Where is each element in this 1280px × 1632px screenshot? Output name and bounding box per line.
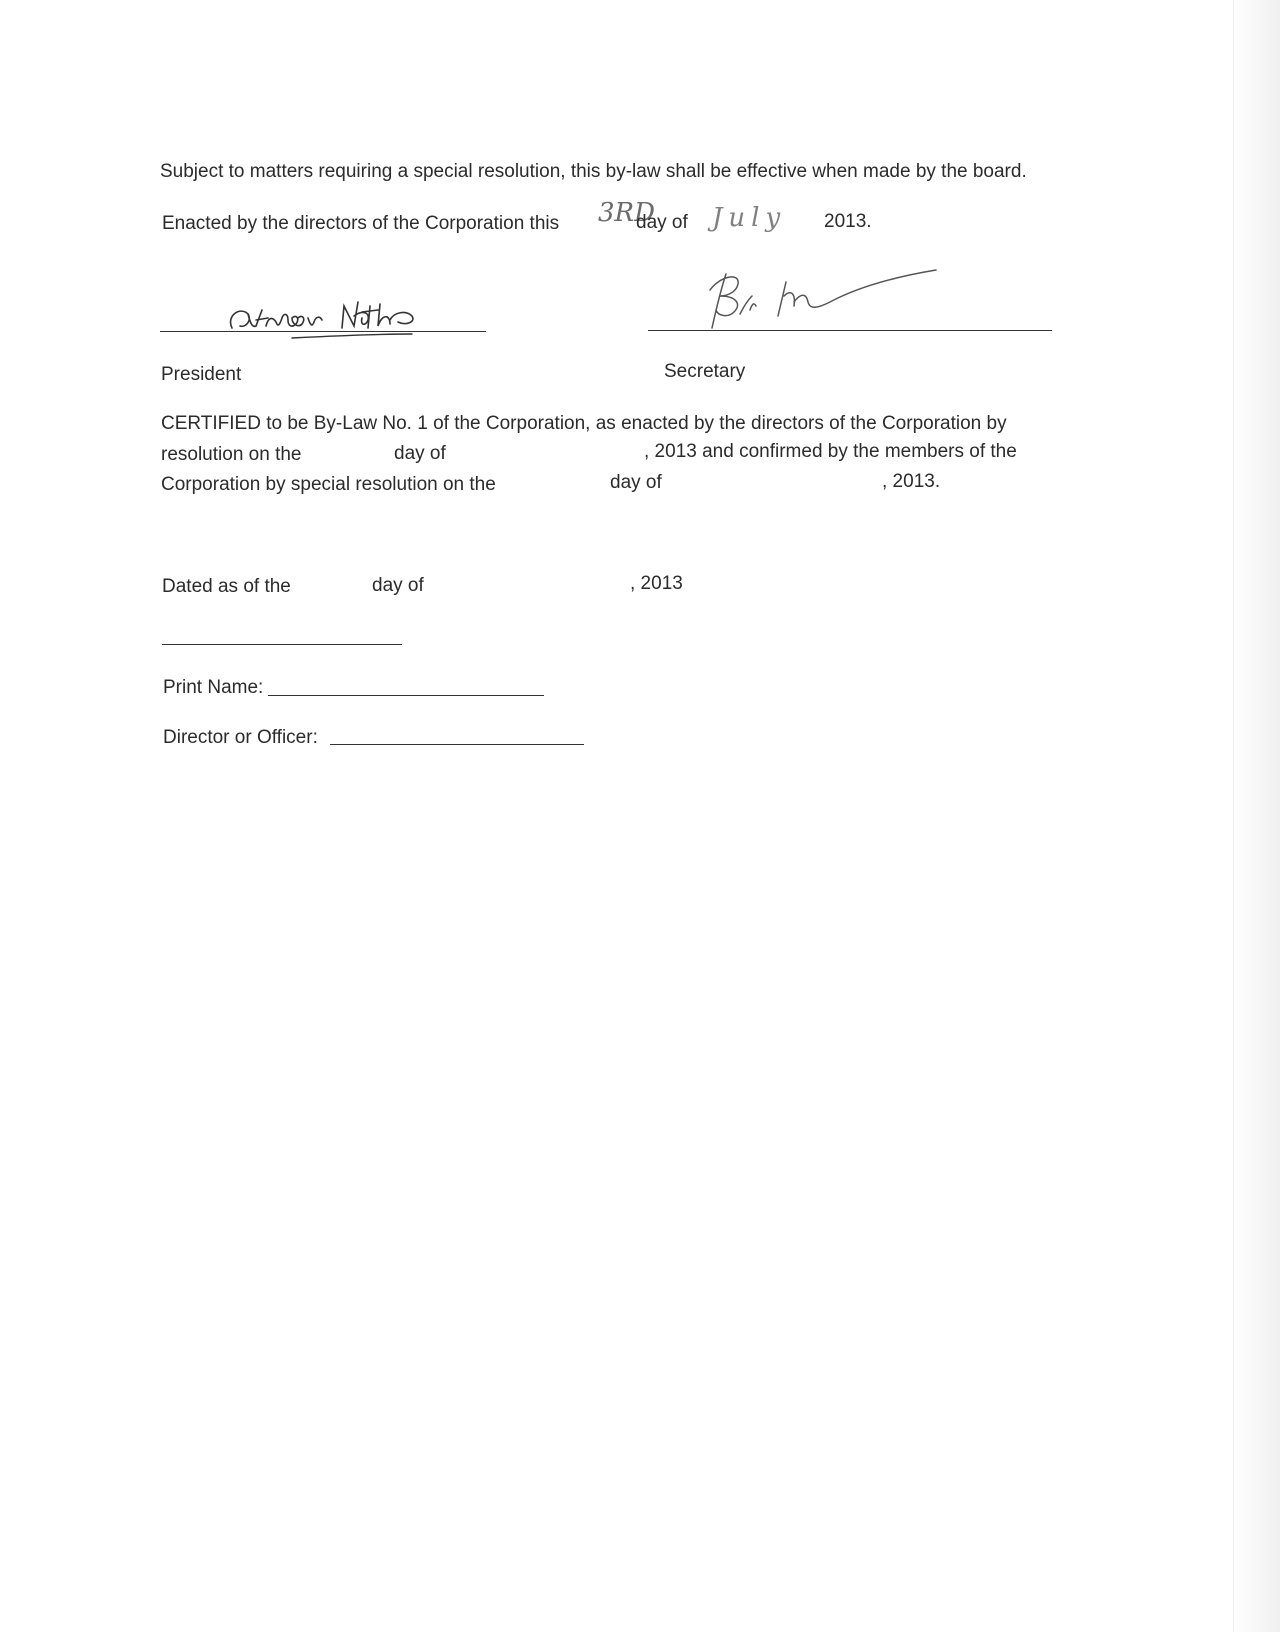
certified-line-2-end: , 2013 and confirmed by the members of the (644, 441, 1017, 462)
handwritten-month: July (712, 203, 787, 233)
certified-line-2-day-of: day of (394, 443, 446, 464)
effective-clause: Subject to matters requiring a special resolution, this by-law shall be effective when made by the board. (160, 161, 1027, 182)
dated-day-of: day of (372, 575, 424, 596)
print-name-label: Print Name: (163, 677, 264, 698)
scan-edge-line (1233, 0, 1234, 1632)
president-signature-image (222, 288, 442, 344)
dated-prefix: Dated as of the (162, 576, 291, 597)
president-signature-line (160, 331, 486, 332)
secretary-label: Secretary (664, 361, 746, 382)
certified-line-3-day-of: day of (610, 472, 662, 493)
director-officer-label: Director or Officer: (163, 727, 318, 748)
secretary-signature-line (648, 330, 1052, 331)
print-name-line (268, 695, 544, 696)
certified-line-2-start: resolution on the (161, 444, 302, 465)
scan-edge-shadow (1230, 0, 1280, 1632)
director-officer-line (330, 744, 584, 745)
president-label: President (161, 364, 242, 385)
enacted-day-of: day of (636, 212, 688, 233)
enacted-year: 2013. (824, 211, 872, 232)
dated-year: , 2013 (630, 573, 683, 594)
secretary-signature-image (690, 266, 990, 336)
certified-line-3-end: , 2013. (882, 471, 941, 492)
certified-line-1: CERTIFIED to be By-Law No. 1 of the Corporation, as enacted by the directors of the Corporation by (161, 413, 1007, 434)
certified-line-3-start: Corporation by special resolution on the (161, 474, 496, 495)
signature-blank-line (162, 644, 402, 645)
enacted-prefix: Enacted by the directors of the Corporation this (162, 213, 560, 234)
handwritten-day: 3RD (598, 198, 655, 228)
